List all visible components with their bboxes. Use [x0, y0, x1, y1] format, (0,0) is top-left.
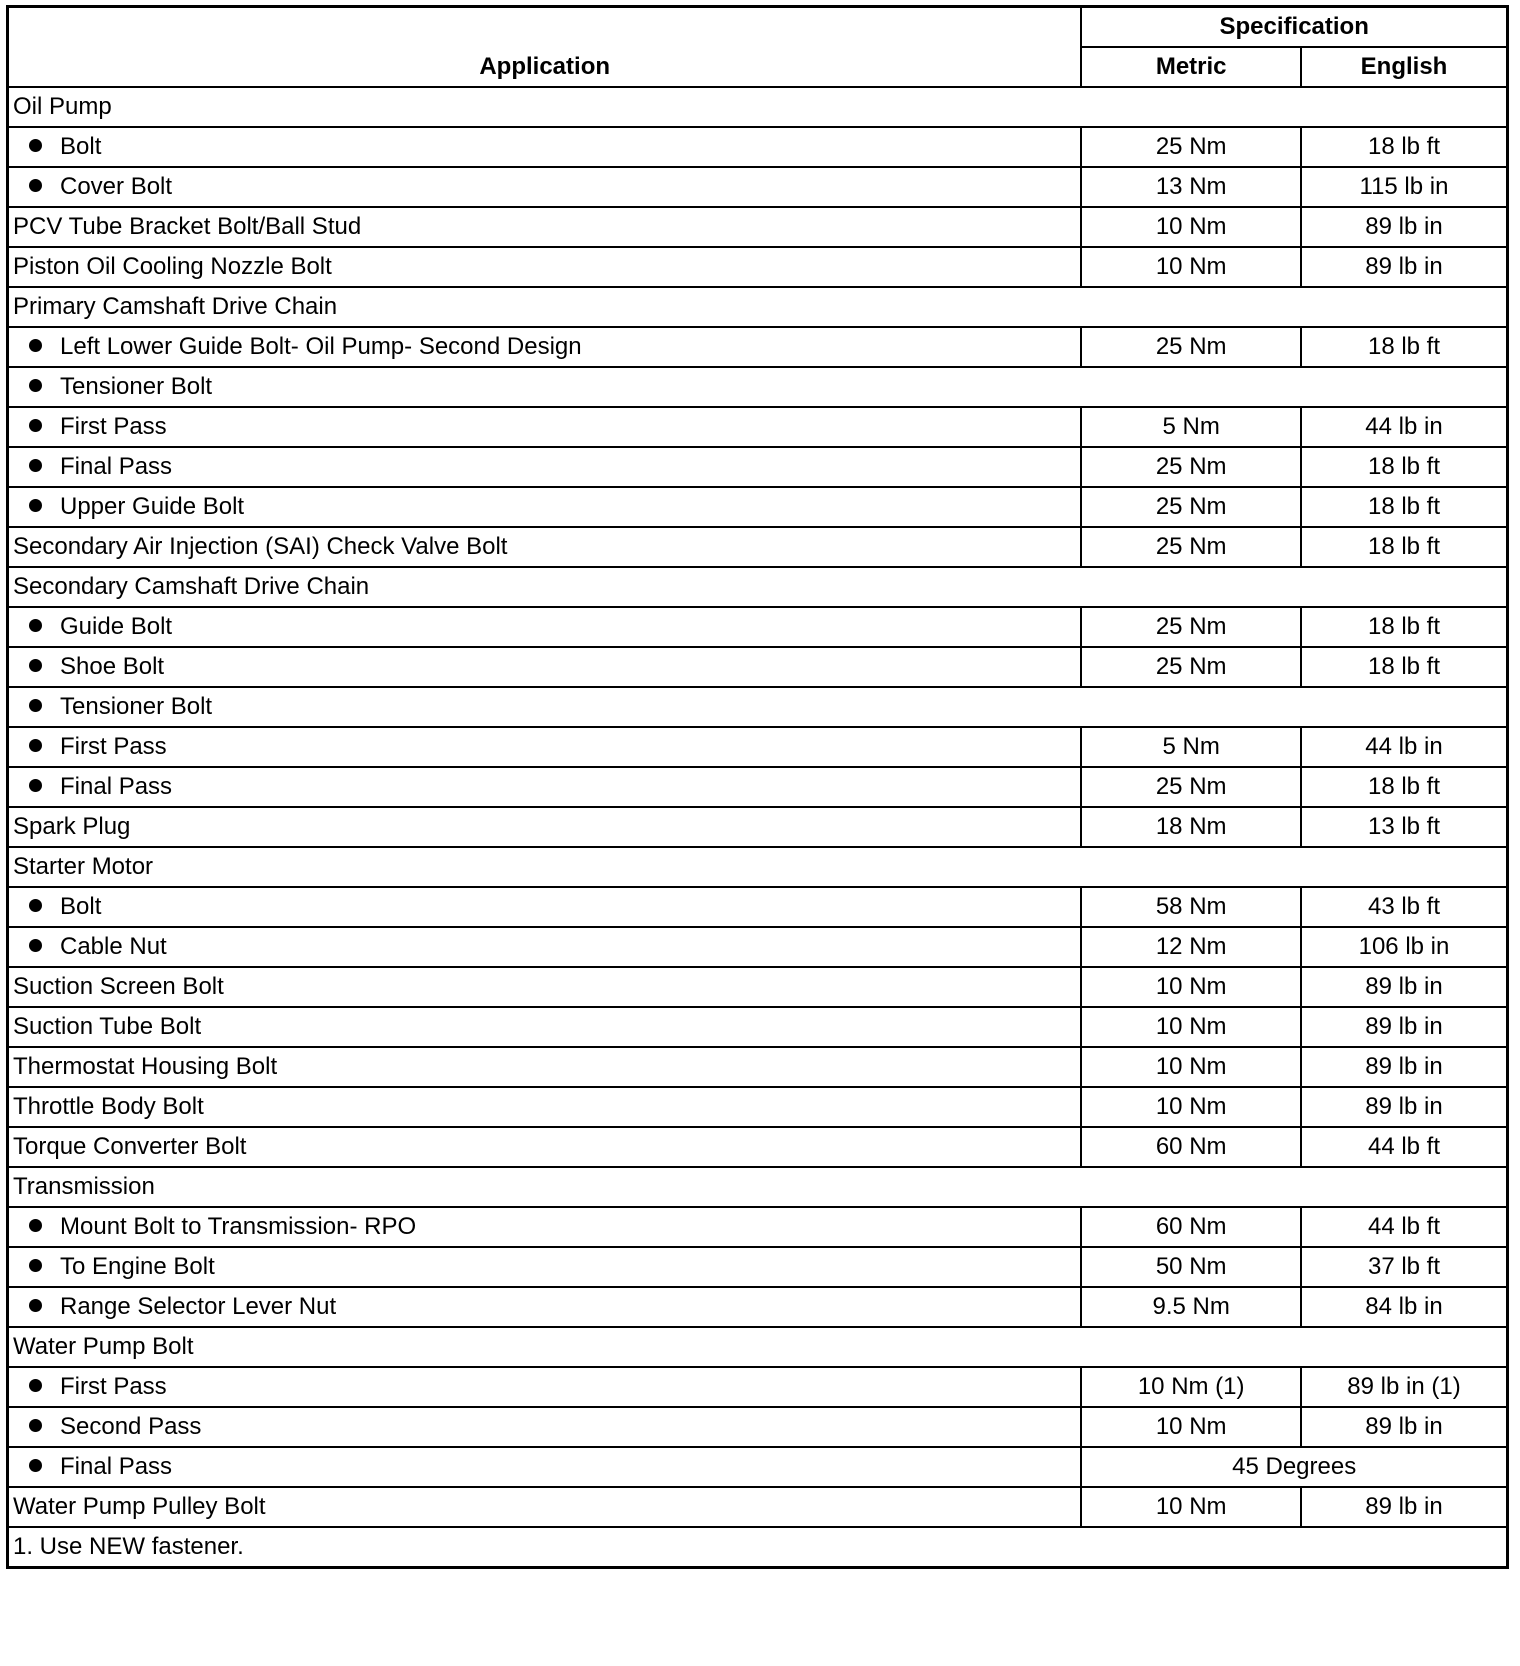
bullet-icon — [29, 1299, 42, 1312]
english-cell: 44 lb ft — [1301, 1127, 1508, 1167]
application-label: Torque Converter Bolt — [13, 1133, 247, 1160]
table-row — [8, 767, 1508, 807]
metric-cell: 18 Nm — [1081, 807, 1301, 847]
table-row — [8, 727, 1508, 767]
application-cell — [8, 1247, 1082, 1287]
application-label: Throttle Body Bolt — [13, 1093, 204, 1120]
bullet-icon — [29, 1259, 42, 1272]
table-row — [8, 887, 1508, 927]
group-cell — [8, 1167, 1508, 1207]
english-cell: 18 lb ft — [1301, 127, 1508, 167]
table-row — [8, 527, 1508, 567]
bullet-icon — [29, 499, 42, 512]
application-label: Final Pass — [60, 1453, 173, 1480]
english-cell: 44 lb in — [1301, 407, 1508, 447]
metric-cell: 10 Nm — [1081, 1007, 1301, 1047]
english-cell: 18 lb ft — [1301, 327, 1508, 367]
table-row — [8, 1247, 1508, 1287]
application-label: Bolt — [60, 133, 102, 160]
footnote: 1. Use NEW fastener. — [8, 1527, 1508, 1568]
application-label: Guide Bolt — [60, 613, 173, 640]
application-cell — [8, 1127, 1082, 1167]
application-label: Water Pump Pulley Bolt — [13, 1493, 266, 1520]
application-cell — [8, 1287, 1082, 1327]
metric-cell: 10 Nm — [1081, 247, 1301, 287]
metric-cell: 25 Nm — [1081, 527, 1301, 567]
metric-cell: 10 Nm — [1081, 1487, 1301, 1527]
english-cell: 89 lb in (1) — [1301, 1367, 1508, 1407]
application-label: Suction Screen Bolt — [13, 973, 224, 1000]
english-cell: 18 lb ft — [1301, 487, 1508, 527]
table-row — [8, 447, 1508, 487]
english-cell: 43 lb ft — [1301, 887, 1508, 927]
english-cell: 18 lb ft — [1301, 447, 1508, 487]
english-cell: 18 lb ft — [1301, 607, 1508, 647]
application-label: Bolt — [60, 893, 102, 920]
application-cell — [8, 247, 1082, 287]
application-label: Range Selector Lever Nut — [60, 1293, 337, 1320]
table-row — [8, 1327, 1508, 1367]
application-cell — [8, 207, 1082, 247]
table-row — [8, 1007, 1508, 1047]
application-label: Water Pump Bolt — [13, 1333, 194, 1360]
bullet-icon — [29, 179, 42, 192]
application-label: Cable Nut — [60, 933, 167, 960]
metric-cell: 10 Nm — [1081, 1087, 1301, 1127]
metric-cell: 25 Nm — [1081, 607, 1301, 647]
application-label: Spark Plug — [13, 813, 131, 840]
english-cell: 89 lb in — [1301, 207, 1508, 247]
application-cell — [8, 1087, 1082, 1127]
application-cell — [8, 1367, 1082, 1407]
table-row — [8, 847, 1508, 887]
metric-cell: 25 Nm — [1081, 767, 1301, 807]
english-cell: 89 lb in — [1301, 247, 1508, 287]
application-cell — [8, 167, 1082, 207]
table-row — [8, 407, 1508, 447]
metric-cell: 5 Nm — [1081, 727, 1301, 767]
english-cell: 89 lb in — [1301, 1407, 1508, 1447]
bullet-icon — [29, 939, 42, 952]
group-cell — [8, 87, 1508, 127]
application-cell — [8, 727, 1082, 767]
english-cell: 89 lb in — [1301, 967, 1508, 1007]
group-cell — [8, 1327, 1508, 1367]
combined-spec-cell: 45 Degrees — [1081, 1447, 1507, 1487]
table-row — [8, 927, 1508, 967]
application-cell — [8, 607, 1082, 647]
table-row — [8, 807, 1508, 847]
application-cell — [8, 127, 1082, 167]
table-row — [8, 1487, 1508, 1527]
metric-cell: 25 Nm — [1081, 327, 1301, 367]
english-cell: 18 lb ft — [1301, 767, 1508, 807]
table-row — [8, 687, 1508, 727]
metric-cell: 58 Nm — [1081, 887, 1301, 927]
table-row — [8, 1127, 1508, 1167]
table-row — [8, 1367, 1508, 1407]
header-row-1 — [8, 7, 1508, 48]
table-row — [8, 567, 1508, 607]
table-row — [8, 487, 1508, 527]
table-row — [8, 1287, 1508, 1327]
application-label: Cover Bolt — [60, 173, 173, 200]
table-row — [8, 647, 1508, 687]
bullet-icon — [29, 459, 42, 472]
application-label: First Pass — [60, 1373, 167, 1400]
english-cell: 44 lb ft — [1301, 1207, 1508, 1247]
application-label: Mount Bolt to Transmission- RPO — [60, 1213, 417, 1240]
application-label: Transmission — [13, 1173, 155, 1200]
application-cell — [8, 647, 1082, 687]
english-cell: 37 lb ft — [1301, 1247, 1508, 1287]
metric-cell: 50 Nm — [1081, 1247, 1301, 1287]
bullet-icon — [29, 1419, 42, 1432]
application-label: Secondary Camshaft Drive Chain — [13, 573, 370, 600]
specification-header: Specification — [1081, 7, 1507, 48]
bullet-icon — [29, 1379, 42, 1392]
metric-cell: 9.5 Nm — [1081, 1287, 1301, 1327]
bullet-icon — [29, 739, 42, 752]
group-cell — [8, 847, 1508, 887]
metric-cell: 10 Nm — [1081, 1047, 1301, 1087]
table-row — [8, 607, 1508, 647]
table-row — [8, 327, 1508, 367]
application-label: To Engine Bolt — [60, 1253, 215, 1280]
application-cell — [8, 1407, 1082, 1447]
table-row — [8, 127, 1508, 167]
metric-cell: 13 Nm — [1081, 167, 1301, 207]
english-cell: 84 lb in — [1301, 1287, 1508, 1327]
table-row — [8, 207, 1508, 247]
table-row — [8, 1207, 1508, 1247]
application-label: Tensioner Bolt — [60, 693, 213, 720]
table-row — [8, 967, 1508, 1007]
table-row — [8, 87, 1508, 127]
table-row — [8, 287, 1508, 327]
footnote-row — [8, 1527, 1508, 1568]
english-cell: 89 lb in — [1301, 1047, 1508, 1087]
application-label: PCV Tube Bracket Bolt/Ball Stud — [13, 213, 362, 240]
application-cell — [8, 967, 1082, 1007]
application-label: First Pass — [60, 413, 167, 440]
metric-cell: 25 Nm — [1081, 447, 1301, 487]
application-label: Primary Camshaft Drive Chain — [13, 293, 338, 320]
torque-spec-table — [6, 5, 1509, 1569]
application-cell — [8, 487, 1082, 527]
table-row — [8, 1167, 1508, 1207]
table-row — [8, 1047, 1508, 1087]
application-cell — [8, 887, 1082, 927]
table-row — [8, 247, 1508, 287]
application-label: Starter Motor — [13, 853, 154, 880]
bullet-icon — [29, 699, 42, 712]
application-label: Upper Guide Bolt — [60, 493, 245, 520]
english-cell: 18 lb ft — [1301, 647, 1508, 687]
metric-cell: 10 Nm (1) — [1081, 1367, 1301, 1407]
application-cell — [8, 927, 1082, 967]
application-cell — [8, 527, 1082, 567]
application-cell — [8, 807, 1082, 847]
application-cell — [8, 1207, 1082, 1247]
application-label: Final Pass — [60, 453, 173, 480]
table-row — [8, 1447, 1508, 1487]
table-row — [8, 167, 1508, 207]
application-label: Thermostat Housing Bolt — [13, 1053, 278, 1080]
metric-cell: 60 Nm — [1081, 1127, 1301, 1167]
bullet-icon — [29, 1459, 42, 1472]
application-cell — [8, 447, 1082, 487]
group-cell — [8, 687, 1508, 727]
table-row — [8, 1087, 1508, 1127]
bullet-icon — [29, 339, 42, 352]
english-cell: 106 lb in — [1301, 927, 1508, 967]
bullet-icon — [29, 379, 42, 392]
english-cell: 115 lb in — [1301, 167, 1508, 207]
application-label: Oil Pump — [13, 93, 112, 120]
english-cell: 13 lb ft — [1301, 807, 1508, 847]
bullet-icon — [29, 619, 42, 632]
application-cell — [8, 1487, 1082, 1527]
application-header: Application — [8, 7, 1082, 88]
metric-cell: 12 Nm — [1081, 927, 1301, 967]
application-label: Tensioner Bolt — [60, 373, 213, 400]
application-label: Suction Tube Bolt — [13, 1013, 202, 1040]
table-row — [8, 367, 1508, 407]
metric-cell: 25 Nm — [1081, 127, 1301, 167]
metric-cell: 10 Nm — [1081, 967, 1301, 1007]
english-cell: 44 lb in — [1301, 727, 1508, 767]
application-label: Shoe Bolt — [60, 653, 165, 680]
metric-cell: 10 Nm — [1081, 207, 1301, 247]
metric-cell: 25 Nm — [1081, 487, 1301, 527]
metric-cell: 5 Nm — [1081, 407, 1301, 447]
application-cell — [8, 1007, 1082, 1047]
bullet-icon — [29, 779, 42, 792]
bullet-icon — [29, 659, 42, 672]
application-label: Left Lower Guide Bolt- Oil Pump- Second Design — [60, 333, 582, 360]
metric-cell: 25 Nm — [1081, 647, 1301, 687]
metric-header: Metric — [1081, 47, 1301, 87]
table-row — [8, 1407, 1508, 1447]
application-label: Final Pass — [60, 773, 173, 800]
spec-body — [8, 87, 1508, 1527]
application-label: Piston Oil Cooling Nozzle Bolt — [13, 253, 332, 280]
english-cell: 89 lb in — [1301, 1487, 1508, 1527]
bullet-icon — [29, 899, 42, 912]
application-cell — [8, 767, 1082, 807]
application-label: First Pass — [60, 733, 167, 760]
application-label: Secondary Air Injection (SAI) Check Valve Bolt — [13, 533, 508, 560]
application-cell — [8, 1447, 1082, 1487]
english-cell: 18 lb ft — [1301, 527, 1508, 567]
english-cell: 89 lb in — [1301, 1087, 1508, 1127]
bullet-icon — [29, 1219, 42, 1232]
group-cell — [8, 567, 1508, 607]
application-cell — [8, 407, 1082, 447]
application-label: Second Pass — [60, 1413, 202, 1440]
group-cell — [8, 367, 1508, 407]
english-cell: 89 lb in — [1301, 1007, 1508, 1047]
bullet-icon — [29, 419, 42, 432]
english-header: English — [1301, 47, 1508, 87]
metric-cell: 60 Nm — [1081, 1207, 1301, 1247]
group-cell — [8, 287, 1508, 327]
metric-cell: 10 Nm — [1081, 1407, 1301, 1447]
application-cell — [8, 1047, 1082, 1087]
bullet-icon — [29, 139, 42, 152]
application-cell — [8, 327, 1082, 367]
